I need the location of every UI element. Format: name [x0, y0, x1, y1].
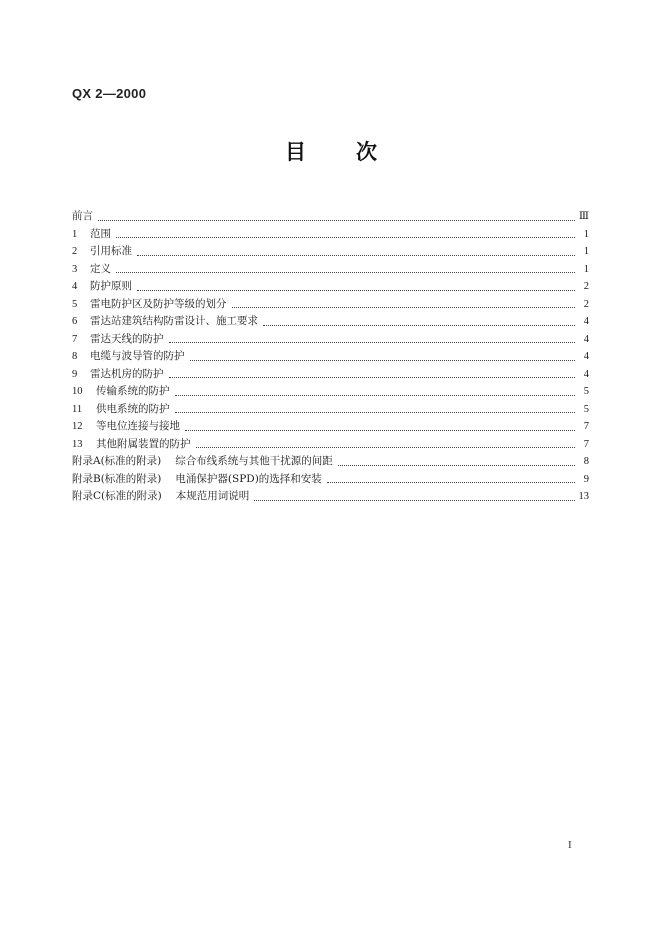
toc-page-number: 8 [583, 456, 589, 467]
dot-leader [137, 289, 575, 291]
toc-section-number: 3 [72, 263, 78, 275]
toc-page-number: 9 [583, 473, 589, 485]
toc-entry[interactable] [72, 226, 589, 244]
toc-page-number: 2 [583, 281, 589, 292]
toc-label: 供电系统的防护 [96, 402, 170, 415]
toc-section-number: 12 [72, 421, 83, 432]
standard-code: QX 2—2000 [72, 86, 147, 101]
appendix-subtitle: 电涌保护器(SPD)的选择和安装 [175, 472, 322, 485]
toc-section-number: 5 [72, 298, 78, 310]
dot-leader [116, 271, 575, 273]
toc-appendix-label [72, 471, 325, 489]
toc-section-number: 6 [72, 316, 78, 327]
appendix-subtitle: 本规范用词说明 [175, 490, 250, 502]
toc-entry[interactable] [72, 278, 589, 296]
toc-page-number: 1 [583, 263, 589, 275]
dot-leader [175, 394, 576, 396]
toc-page-number: 5 [583, 386, 589, 397]
dot-leader [169, 376, 576, 378]
toc-section-number: 8 [72, 351, 78, 362]
toc-section-number: 1 [72, 228, 78, 240]
toc-section-number: 2 [72, 246, 78, 257]
toc-label: 雷电防护区及防护等级的划分 [90, 297, 227, 310]
dot-leader [98, 219, 575, 221]
appendix-title: 附录B(标准的附录) [72, 472, 162, 485]
toc-page-number: 2 [583, 298, 589, 310]
toc-label: 范围 [90, 227, 111, 240]
toc-entry[interactable] [72, 243, 589, 261]
toc-entry[interactable] [72, 261, 589, 279]
toc-page-number: 13 [578, 491, 589, 502]
toc-entry-appendix[interactable] [72, 453, 589, 471]
toc-page-number: Ⅲ [578, 211, 589, 222]
dot-leader [254, 499, 574, 501]
toc-label: 防护原则 [90, 280, 132, 292]
toc-label: 其他附属装置的防护 [96, 437, 191, 450]
toc-label: 定义 [90, 262, 111, 275]
toc-appendix-label [72, 453, 336, 471]
toc-label: 前言 [72, 210, 93, 222]
toc-section-number: 13 [72, 438, 83, 450]
toc-entry[interactable] [72, 313, 589, 331]
toc-page-number: 1 [583, 228, 589, 240]
toc-label: 雷达站建筑结构防雷设计、施工要求 [90, 315, 258, 327]
footer-page-number: I [568, 839, 572, 851]
toc-page-number: 4 [583, 368, 589, 380]
toc-label: 雷达天线的防护 [90, 332, 164, 345]
toc-page-number: 4 [583, 351, 589, 362]
toc-entry[interactable] [72, 208, 589, 226]
toc-entry[interactable] [72, 296, 589, 314]
toc-entry[interactable] [72, 331, 589, 349]
toc-entry-appendix[interactable] [72, 471, 589, 489]
toc-label: 传输系统的防护 [96, 385, 170, 397]
toc-label: 引用标准 [90, 245, 132, 257]
table-of-contents [72, 208, 589, 506]
dot-leader [185, 429, 575, 431]
appendix-title: 附录C(标准的附录) [72, 490, 162, 502]
toc-page-number: 4 [583, 316, 589, 327]
toc-entry[interactable] [72, 348, 589, 366]
dot-leader [232, 306, 576, 308]
toc-section-number: 4 [72, 281, 78, 292]
title-char-2: 次 [356, 139, 377, 164]
toc-label: 等电位连接与接地 [96, 420, 180, 432]
appendix-title: 附录A(标准的附录) [72, 455, 162, 467]
toc-entry[interactable] [72, 383, 589, 401]
dot-leader [137, 254, 575, 256]
toc-section-number: 11 [72, 403, 83, 415]
dot-leader [169, 341, 576, 343]
toc-entry-appendix[interactable] [72, 488, 589, 506]
toc-label: 雷达机房的防护 [90, 367, 164, 380]
dot-leader [338, 464, 575, 466]
toc-entry[interactable] [72, 436, 589, 454]
toc-appendix-label [72, 488, 252, 506]
toc-label: 电缆与波导管的防护 [90, 350, 185, 362]
dot-leader [327, 481, 575, 483]
toc-section-number: 10 [72, 386, 83, 397]
dot-leader [175, 411, 576, 413]
toc-page-number: 5 [583, 403, 589, 415]
dot-leader [196, 446, 576, 448]
toc-entry[interactable] [72, 366, 589, 384]
toc-page-number: 7 [583, 421, 589, 432]
toc-page-number: 7 [583, 438, 589, 450]
page-title [0, 136, 662, 166]
title-char-1: 目 [285, 139, 306, 164]
toc-section-number: 7 [72, 333, 78, 345]
toc-section-number: 9 [72, 368, 78, 380]
toc-page-number: 1 [583, 246, 589, 257]
toc-entry[interactable] [72, 418, 589, 436]
dot-leader [116, 236, 575, 238]
toc-page-number: 4 [583, 333, 589, 345]
dot-leader [190, 359, 576, 361]
appendix-subtitle: 综合布线系统与其他干扰源的间距 [175, 455, 333, 467]
toc-entry[interactable] [72, 401, 589, 419]
dot-leader [263, 324, 575, 326]
